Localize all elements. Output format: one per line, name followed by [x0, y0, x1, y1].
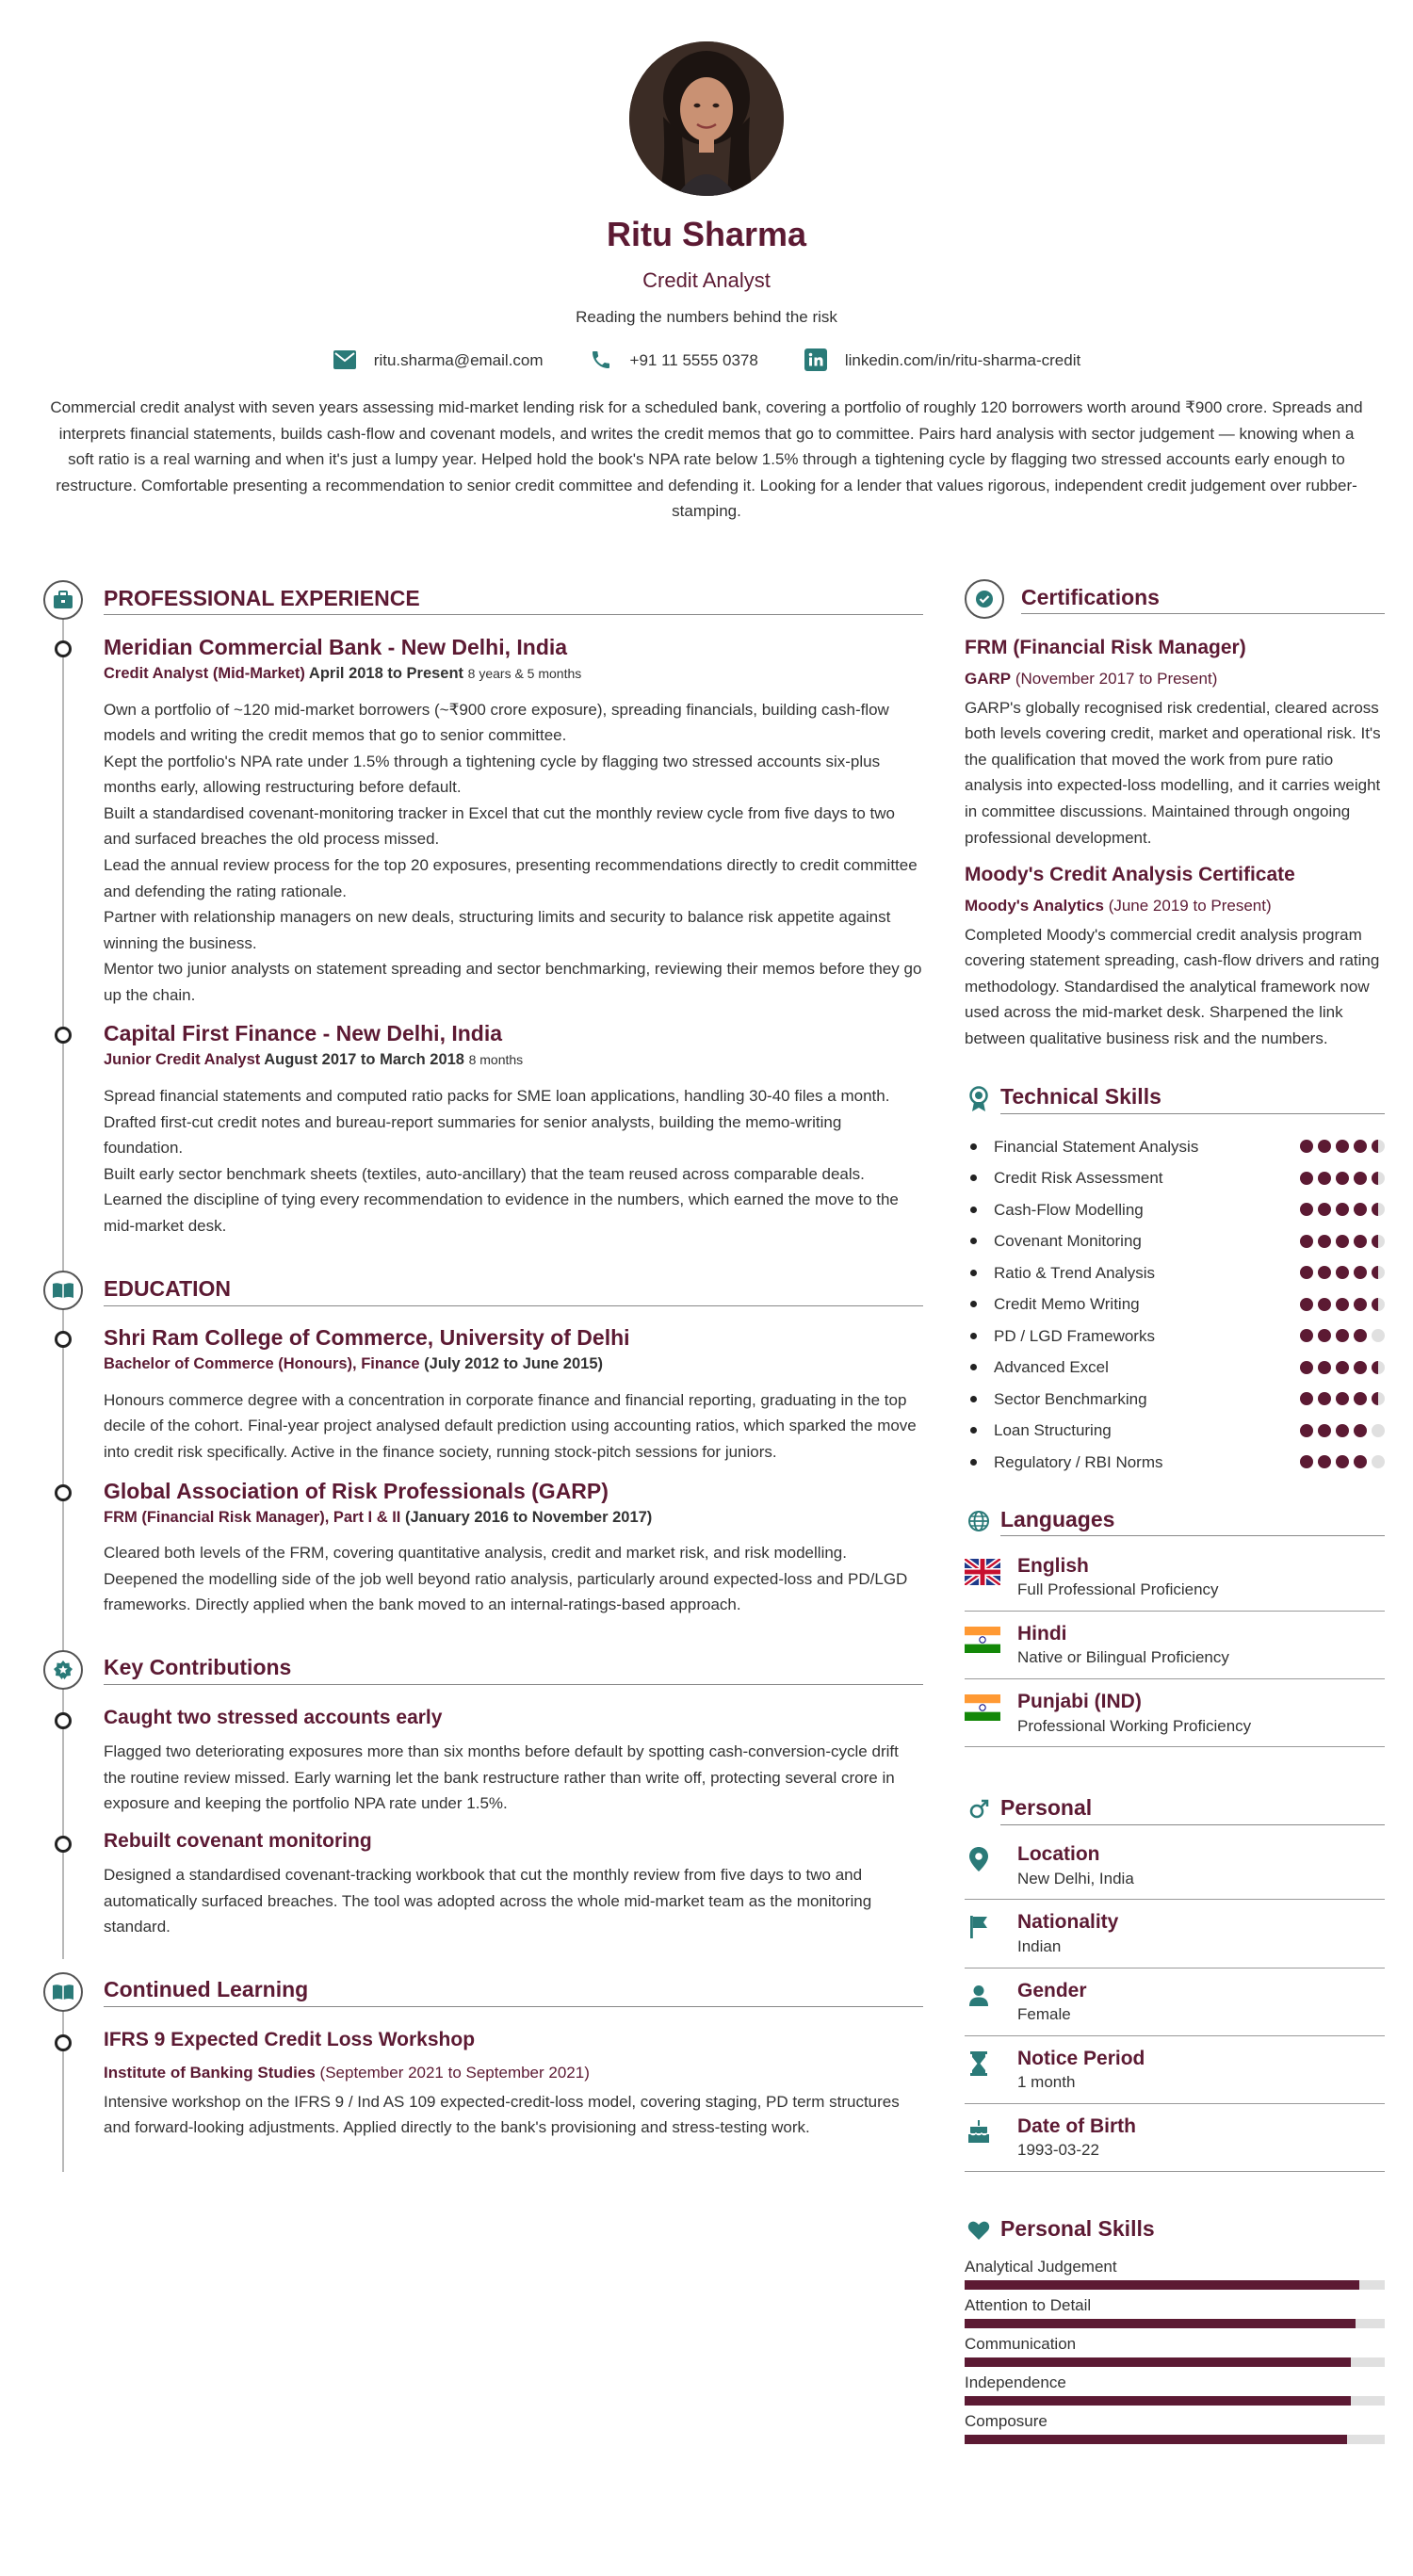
- skill-name: Ratio & Trend Analysis: [994, 1263, 1156, 1282]
- personal-skill-name: Independence: [965, 2373, 1066, 2392]
- rating-dot: [1372, 1235, 1385, 1248]
- job-bullets: [104, 697, 923, 1008]
- rating-dot: [1336, 1455, 1349, 1468]
- degree-dates: (July 2012 to June 2015): [424, 1355, 603, 1373]
- rating-dot: [1372, 1266, 1385, 1279]
- section-title: Continued Learning: [104, 1976, 923, 2007]
- timeline-dot: [55, 640, 72, 657]
- resume-header: [0, 0, 1413, 525]
- bullet-point: [970, 1427, 977, 1434]
- timeline-dot: [55, 1484, 72, 1501]
- rating-dot: [1354, 1266, 1367, 1279]
- personal-skill-item: [965, 2373, 1385, 2406]
- skill-level-fill: [965, 2280, 1359, 2290]
- experience-section: [43, 576, 923, 1239]
- bullet-point: [970, 1175, 977, 1181]
- job-role: Junior Credit Analyst: [104, 1051, 261, 1069]
- rating-dot: [1318, 1172, 1331, 1185]
- rating-dot: [1354, 1329, 1367, 1342]
- sidebar-column: [965, 576, 1385, 2444]
- rating-dot: [1300, 1203, 1313, 1216]
- rating-dot: [1300, 1266, 1313, 1279]
- rating-dot: [1300, 1455, 1313, 1468]
- personal-info-label: Location: [1017, 1843, 1100, 1866]
- personal-info-item: [965, 1832, 1385, 1900]
- section-title: Certifications: [1021, 584, 1385, 615]
- certification-entry: [965, 635, 1385, 851]
- bullet-point: [970, 1396, 977, 1402]
- languages-list: [965, 1544, 1385, 1747]
- personal-info-item: [965, 1968, 1385, 2036]
- skill-rating: [1300, 1329, 1385, 1342]
- company-name: Meridian Commercial Bank - New Delhi, India: [104, 635, 568, 659]
- rating-dot: [1336, 1298, 1349, 1311]
- personal-info-label: Notice Period: [1017, 2047, 1145, 2069]
- rating-dot: [1336, 1203, 1349, 1216]
- personal-info-label: Nationality: [1017, 1911, 1119, 1934]
- certification-dates: (June 2019 to Present): [1108, 897, 1272, 915]
- rating-dot: [1354, 1172, 1367, 1185]
- globe-icon: [965, 1501, 993, 1541]
- personal-skill-name: Analytical Judgement: [965, 2257, 1117, 2276]
- learning-section: [43, 1968, 923, 2141]
- section-title: PROFESSIONAL EXPERIENCE: [104, 585, 923, 616]
- bullet-point: [970, 1143, 977, 1150]
- cake-icon: [965, 2115, 993, 2147]
- job-bullet: Kept the portfolio's NPA rate under 1.5% through a tightening cycle by flagging two stressed accounts six-plus months early, allowing restructuring before default.: [104, 752, 881, 797]
- rating-dot: [1336, 1266, 1349, 1279]
- technical-skill-item: [965, 1131, 1385, 1163]
- skill-level-bar: [965, 2357, 1385, 2367]
- rating-dot: [1354, 1424, 1367, 1437]
- skill-rating: [1300, 1298, 1385, 1311]
- person-icon: [965, 1980, 993, 2012]
- personal-skills-list: [965, 2257, 1385, 2444]
- rating-dot: [1354, 1298, 1367, 1311]
- skill-level-fill: [965, 2319, 1356, 2328]
- technical-skill-item: [965, 1194, 1385, 1226]
- job-bullet: Built early sector benchmark sheets (textiles, auto-ancillary) that the team reused across comparable deals.: [104, 1164, 865, 1183]
- skill-rating: [1300, 1361, 1385, 1374]
- personal-skill-item: [965, 2295, 1385, 2328]
- job-duration: 8 years & 5 months: [467, 666, 582, 682]
- language-level: Professional Working Proficiency: [1017, 1716, 1252, 1735]
- skill-rating: [1300, 1455, 1385, 1468]
- rating-dot: [1372, 1392, 1385, 1405]
- contribution-title: Caught two stressed accounts early: [104, 1706, 443, 1728]
- degree-name: FRM (Financial Risk Manager), Part I & II: [104, 1508, 401, 1526]
- heart-icon: [965, 2211, 993, 2250]
- contribution-description: Designed a standardised covenant-tracking workbook that cut the monthly review from five days to two and automatically surfaced breaches. The tool was adopted across the whole mid-market team as the monitoring standard.: [104, 1866, 872, 1936]
- rating-dot: [1300, 1172, 1313, 1185]
- contact-linkedin[interactable]: [804, 348, 1080, 372]
- personal-skill-name: Composure: [965, 2412, 1048, 2431]
- candidate-role: Credit Analyst: [642, 267, 771, 292]
- technical-skill-item: [965, 1447, 1385, 1479]
- technical-skill-item: [965, 1320, 1385, 1353]
- contribution-title: Rebuilt covenant monitoring: [104, 1829, 372, 1852]
- degree-dates: (January 2016 to November 2017): [405, 1508, 653, 1526]
- contributions-section: [43, 1646, 923, 1940]
- course-org: Institute of Banking Studies: [104, 2064, 316, 2082]
- skill-name: Loan Structuring: [994, 1421, 1112, 1440]
- timeline-dot: [55, 1836, 72, 1853]
- timeline-dot: [55, 1331, 72, 1348]
- rating-dot: [1372, 1140, 1385, 1153]
- skill-level-fill: [965, 2357, 1351, 2367]
- certifications-section: [965, 576, 1385, 1052]
- skill-name: Advanced Excel: [994, 1358, 1109, 1377]
- rating-dot: [1318, 1298, 1331, 1311]
- job-bullet: Spread financial statements and computed ratio packs for SME loan applications, handling 30-40 files a month.: [104, 1086, 890, 1105]
- course-title: IFRS 9 Expected Credit Loss Workshop: [104, 2028, 476, 2050]
- job-dates: August 2017 to March 2018: [264, 1051, 464, 1069]
- degree-description: Cleared both levels of the FRM, covering quantitative analysis, credit and market risk, and risk modelling. Deepened the modelling side of the job well beyond ratio analysis, particularly around expected-loss and PD/LGD frameworks. Directly applied when the bank moved to an internal-ratings-based approach.: [104, 1544, 908, 1614]
- main-column: [43, 576, 923, 2141]
- certification-meta: [965, 667, 1385, 691]
- certification-entry: [965, 862, 1385, 1052]
- bullet-point: [970, 1459, 977, 1466]
- linkedin-icon: [804, 348, 828, 372]
- rating-dot: [1300, 1392, 1313, 1405]
- personal-skills-section: [965, 2211, 1385, 2444]
- technical-skill-item: [965, 1352, 1385, 1384]
- rating-dot: [1318, 1235, 1331, 1248]
- skill-level-bar: [965, 2435, 1385, 2444]
- rating-dot: [1336, 1361, 1349, 1374]
- personal-info-label: Gender: [1017, 1979, 1087, 2001]
- education-entry: [43, 1477, 923, 1618]
- skill-name: Cash-Flow Modelling: [994, 1200, 1144, 1219]
- email-text[interactable]: ritu.sharma@email.com: [373, 350, 544, 369]
- skill-name: Covenant Monitoring: [994, 1232, 1142, 1251]
- rating-dot: [1318, 1455, 1331, 1468]
- skill-name: PD / LGD Frameworks: [994, 1326, 1155, 1345]
- school-name: Shri Ram College of Commerce, University of Delhi: [104, 1325, 630, 1351]
- india-flag-icon: [965, 1694, 1000, 1721]
- location-pin-icon: [965, 1843, 993, 1875]
- technical-skill-item: [965, 1225, 1385, 1257]
- rating-dot: [1318, 1329, 1331, 1342]
- job-bullet: Own a portfolio of ~120 mid-market borrowers (~₹900 crore exposure), spreading financials, building cash-flow models and writing the credit memos that go to senior committee.: [104, 700, 889, 745]
- learning-entry: [43, 2027, 923, 2141]
- job-bullet: Learned the discipline of tying every recommendation to evidence in the numbers, which earned the move to the mid-market desk.: [104, 1191, 899, 1235]
- technical-skills-section: [965, 1077, 1385, 1479]
- degree-meta: [104, 1506, 923, 1530]
- rating-dot: [1300, 1298, 1313, 1311]
- rating-dot: [1336, 1392, 1349, 1405]
- rating-dot: [1318, 1392, 1331, 1405]
- rating-dot: [1354, 1235, 1367, 1248]
- language-name: English: [1017, 1555, 1089, 1578]
- skill-level-fill: [965, 2396, 1351, 2406]
- personal-skill-name: Attention to Detail: [965, 2295, 1092, 2314]
- hourglass-icon: [965, 2048, 993, 2080]
- rating-dot: [1372, 1424, 1385, 1437]
- technical-skill-item: [965, 1257, 1385, 1289]
- rating-dot: [1300, 1140, 1313, 1153]
- contact-email[interactable]: [333, 348, 544, 372]
- skill-name: Financial Statement Analysis: [994, 1137, 1199, 1156]
- personal-info-value: 1993-03-22: [1017, 2140, 1099, 2159]
- skill-rating: [1300, 1424, 1385, 1437]
- rating-dot: [1354, 1392, 1367, 1405]
- skill-name: Credit Risk Assessment: [994, 1169, 1163, 1188]
- rating-dot: [1372, 1329, 1385, 1342]
- certification-issuer: Moody's Analytics: [965, 897, 1104, 915]
- candidate-name: Ritu Sharma: [606, 215, 807, 253]
- section-title: Technical Skills: [1000, 1083, 1385, 1114]
- award-ribbon-icon: [965, 1079, 993, 1119]
- personal-section: [965, 1787, 1385, 2171]
- rating-dot: [1372, 1172, 1385, 1185]
- badge-star-icon: [43, 1650, 83, 1690]
- rating-dot: [1336, 1329, 1349, 1342]
- personal-skill-item: [965, 2257, 1385, 2290]
- rating-dot: [1336, 1424, 1349, 1437]
- certification-meta: [965, 894, 1385, 918]
- uk-flag-icon: [965, 1559, 1000, 1585]
- skill-level-bar: [965, 2396, 1385, 2406]
- skill-name: Sector Benchmarking: [994, 1389, 1147, 1408]
- personal-list: [965, 1832, 1385, 2171]
- section-title: Languages: [1000, 1506, 1385, 1537]
- job-duration: 8 months: [468, 1052, 524, 1068]
- profile-summary: Commercial credit analyst with seven years assessing mid-market lending risk for a scheduled bank, covering a portfolio of roughly 120 borrowers worth around ₹900 crore. Spreads and interprets financial statements, builds cash-flow and covenant models, and writes the credit memos that go to committee. Pairs hard analysis with sector judgement — knowing when a soft ratio is a real warning and when it's just a lumpy year. Helped hold the book's NPA rate below 1.5% through a tightening cycle by flagging two stressed accounts early enough to restructure. Comfortable presenting a recommendation to senior credit committee and defending it. Looking for a lender that values rigorous, independent credit judgement over rubber-stamping.: [50, 398, 1363, 521]
- bullet-point: [970, 1301, 977, 1307]
- experience-entry: [43, 1019, 923, 1239]
- timeline-dot: [55, 1027, 72, 1044]
- rating-dot: [1372, 1361, 1385, 1374]
- skill-level-bar: [965, 2319, 1385, 2328]
- skill-rating: [1300, 1235, 1385, 1248]
- rating-dot: [1318, 1424, 1331, 1437]
- rating-dot: [1354, 1455, 1367, 1468]
- personal-skill-item: [965, 2411, 1385, 2444]
- course-dates: (September 2021 to September 2021): [319, 2064, 590, 2082]
- job-bullet: Partner with relationship managers on new deals, structuring limits and security to balance risk appetite against winning the business.: [104, 908, 891, 952]
- rating-dot: [1318, 1361, 1331, 1374]
- rating-dot: [1300, 1329, 1313, 1342]
- personal-info-item: [965, 2104, 1385, 2172]
- degree-name: Bachelor of Commerce (Honours), Finance: [104, 1355, 420, 1373]
- job-bullet: Lead the annual review process for the top 20 exposures, presenting recommendations directly to credit committee and defending the rating rationale.: [104, 855, 918, 900]
- email-icon: [333, 348, 357, 372]
- rating-dot: [1354, 1361, 1367, 1374]
- phone-icon: [589, 348, 613, 372]
- language-level: Full Professional Proficiency: [1017, 1580, 1219, 1599]
- contribution-description: Flagged two deteriorating exposures more than six months before default by spotting cash-conversion-cycle drift the routine review missed. Early warning let the bank restructure rather than write off, protecting several crore in exposure and keeping the portfolio NPA rate under 1.5%.: [104, 1742, 899, 1813]
- job-bullet: Drafted first-cut credit notes and bureau-report summaries for senior analysts, building the memo-writing foundation.: [104, 1112, 842, 1158]
- technical-skill-item: [965, 1162, 1385, 1194]
- certification-dates: (November 2017 to Present): [1015, 670, 1218, 689]
- education-section: [43, 1267, 923, 1618]
- personal-info-label: Date of Birth: [1017, 2114, 1136, 2137]
- section-title: Key Contributions: [104, 1654, 923, 1685]
- language-item: [965, 1612, 1385, 1679]
- company-name: Capital First Finance - New Delhi, India: [104, 1021, 503, 1046]
- rating-dot: [1300, 1361, 1313, 1374]
- rating-dot: [1372, 1203, 1385, 1216]
- school-name: Global Association of Risk Professionals (GARP): [104, 1478, 609, 1503]
- gender-symbol-icon: [965, 1790, 993, 1829]
- phone-text[interactable]: +91 11 5555 0378: [629, 350, 758, 369]
- skill-rating: [1300, 1392, 1385, 1405]
- personal-info-value: Indian: [1017, 1936, 1062, 1955]
- personal-info-item: [965, 2036, 1385, 2104]
- personal-info-value: New Delhi, India: [1017, 1869, 1134, 1887]
- certification-title: Moody's Credit Analysis Certificate: [965, 864, 1295, 886]
- technical-skill-item: [965, 1415, 1385, 1447]
- skill-name: Credit Memo Writing: [994, 1295, 1140, 1314]
- education-entry: [43, 1323, 923, 1465]
- section-title: Personal: [1000, 1794, 1385, 1825]
- technical-skill-item: [965, 1384, 1385, 1416]
- timeline-dot: [55, 2034, 72, 2051]
- job-bullet: Mentor two junior analysts on statement spreading and sector benchmarking, reviewing their memos before they go up the chain.: [104, 960, 922, 1004]
- rating-dot: [1336, 1172, 1349, 1185]
- rating-dot: [1300, 1235, 1313, 1248]
- skill-name: Regulatory / RBI Norms: [994, 1452, 1163, 1471]
- section-title: EDUCATION: [104, 1275, 923, 1306]
- rating-dot: [1318, 1140, 1331, 1153]
- personal-skill-item: [965, 2334, 1385, 2367]
- job-meta: [104, 662, 923, 686]
- timeline-dot: [55, 1712, 72, 1729]
- course-meta: [104, 2061, 923, 2085]
- certification-issuer: GARP: [965, 670, 1012, 689]
- book-icon: [43, 1972, 83, 2012]
- personal-info-value: Female: [1017, 2004, 1071, 2023]
- bullet-point: [970, 1270, 977, 1276]
- section-title: Personal Skills: [1000, 2215, 1155, 2241]
- bullet-point: [970, 1238, 977, 1244]
- flag-icon: [965, 1911, 993, 1943]
- skill-rating: [1300, 1172, 1385, 1185]
- certificate-icon: [965, 579, 1004, 619]
- rating-dot: [1300, 1424, 1313, 1437]
- personal-info-value: 1 month: [1017, 2072, 1076, 2091]
- rating-dot: [1372, 1298, 1385, 1311]
- language-name: Punjabi (IND): [1017, 1691, 1142, 1713]
- skill-level-bar: [965, 2280, 1385, 2290]
- technical-skill-item: [965, 1288, 1385, 1320]
- skill-rating: [1300, 1140, 1385, 1153]
- certification-title: FRM (Financial Risk Manager): [965, 637, 1246, 658]
- skill-rating: [1300, 1203, 1385, 1216]
- book-icon: [43, 1271, 83, 1310]
- job-meta: [104, 1048, 923, 1072]
- job-role: Credit Analyst (Mid-Market): [104, 665, 305, 683]
- certification-description: Completed Moody's commercial credit analysis program covering statement spreading, cash-flow drivers and rating methodology. Standardised the analytical framework now used across the mid-market desk. Sharpened the link between qualitative business risk and the numbers.: [965, 925, 1380, 1047]
- experience-entry: [43, 633, 923, 1008]
- job-bullet: Built a standardised covenant-monitoring tracker in Excel that cut the monthly review cycle from five days to two and surfaced breaches the old process missed.: [104, 803, 895, 849]
- language-item: [965, 1544, 1385, 1612]
- rating-dot: [1336, 1235, 1349, 1248]
- degree-description: Honours commerce degree with a concentration in corporate finance and financial reporting, graduating in the top decile of the cohort. Final-year project analysed default prediction using accounting ratios, which sparked the move into credit risk specifically. Active in the finance society, running stock-pitch sessions for juniors.: [104, 1390, 917, 1462]
- language-level: Native or Bilingual Proficiency: [1017, 1648, 1229, 1667]
- course-description: Intensive workshop on the IFRS 9 / Ind AS 109 expected-credit-loss model, covering staging, PD term structures and forward-looking adjustments. Applied directly to the bank's provisioning and stress-testing work.: [104, 2092, 900, 2137]
- profile-photo: [629, 41, 784, 196]
- bullet-point: [970, 1364, 977, 1370]
- certification-description: GARP's globally recognised risk credential, cleared across both levels covering credit, market and operational risk. It's the qualification that moved the work from pure ratio analysis into expected-loss modelling, and it carries weight in committee discussions. Maintained through ongoing professional development.: [965, 698, 1381, 847]
- skill-rating: [1300, 1266, 1385, 1279]
- contribution-entry: [43, 1828, 923, 1940]
- contact-phone[interactable]: [589, 348, 758, 372]
- bullet-point: [970, 1207, 977, 1213]
- job-dates: April 2018 to Present: [308, 665, 464, 683]
- contribution-entry: [43, 1705, 923, 1817]
- personal-skill-name: Communication: [965, 2334, 1077, 2353]
- languages-section: [965, 1499, 1385, 1747]
- bullet-point: [970, 1333, 977, 1339]
- job-bullets: [104, 1083, 923, 1239]
- rating-dot: [1336, 1140, 1349, 1153]
- rating-dot: [1318, 1203, 1331, 1216]
- candidate-tagline: Reading the numbers behind the risk: [576, 307, 837, 326]
- linkedin-text[interactable]: linkedin.com/in/ritu-sharma-credit: [844, 350, 1081, 369]
- rating-dot: [1354, 1203, 1367, 1216]
- language-item: [965, 1679, 1385, 1747]
- language-name: Hindi: [1017, 1623, 1067, 1645]
- personal-info-item: [965, 1900, 1385, 1968]
- degree-meta: [104, 1353, 923, 1376]
- skill-level-fill: [965, 2435, 1347, 2444]
- technical-skills-list: [965, 1131, 1385, 1479]
- briefcase-icon: [43, 580, 83, 620]
- india-flag-icon: [965, 1627, 1000, 1653]
- contact-bar: [0, 348, 1413, 372]
- rating-dot: [1372, 1455, 1385, 1468]
- rating-dot: [1318, 1266, 1331, 1279]
- rating-dot: [1354, 1140, 1367, 1153]
